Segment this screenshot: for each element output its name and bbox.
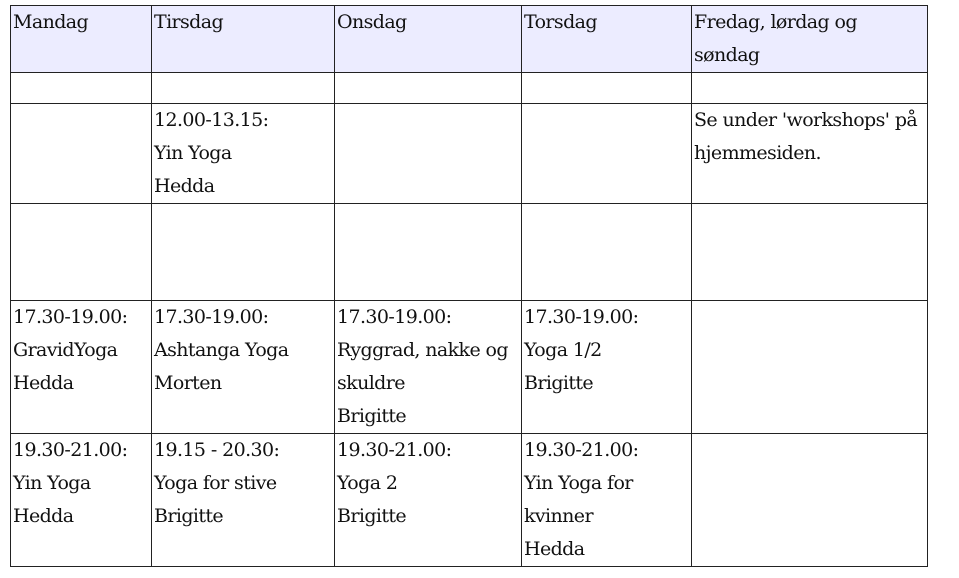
empty-cell <box>522 73 692 104</box>
class-name: Yoga 2 <box>337 472 398 494</box>
empty-cell <box>335 104 522 204</box>
empty-cell <box>692 204 928 301</box>
class-cell-torsdag-evening2 <box>522 434 692 567</box>
empty-cell <box>11 73 152 104</box>
empty-cell <box>335 73 522 104</box>
header-fredag-lordag-sondag: Fredag, lørdag og søndag <box>692 6 928 73</box>
class-time: 19.30-21.00: <box>524 439 639 461</box>
header-torsdag: Torsdag <box>522 6 692 73</box>
class-teacher: Hedda <box>13 505 74 527</box>
class-cell-tirsdag-evening1 <box>152 301 335 434</box>
class-time: 17.30-19.00: <box>154 306 269 328</box>
schedule-table <box>10 5 928 567</box>
class-time: 12.00-13.15: <box>154 109 269 131</box>
table-row <box>11 104 928 204</box>
header-row <box>11 6 928 73</box>
class-name: Yin Yoga <box>13 472 91 494</box>
weekend-note-cell <box>692 104 928 204</box>
class-cell-onsdag-evening2 <box>335 434 522 567</box>
empty-cell <box>152 73 335 104</box>
class-name: Yoga 1/2 <box>524 339 602 361</box>
class-time: 19.30-21.00: <box>337 439 452 461</box>
class-cell-tirsdag-midday <box>152 104 335 204</box>
class-time: 19.30-21.00: <box>13 439 128 461</box>
class-name: GravidYoga <box>13 339 118 361</box>
empty-cell <box>692 73 928 104</box>
class-cell-onsdag-evening1 <box>335 301 522 434</box>
class-teacher: Hedda <box>154 175 215 197</box>
table-row <box>11 301 928 434</box>
header-onsdag: Onsdag <box>335 6 522 73</box>
class-teacher: Hedda <box>13 372 74 394</box>
class-name: Yin Yoga for <box>524 472 633 494</box>
empty-cell <box>11 204 152 301</box>
class-cell-mandag-evening2 <box>11 434 152 567</box>
class-name: Ashtanga Yoga <box>154 339 289 361</box>
class-cell-torsdag-evening1 <box>522 301 692 434</box>
table-row <box>11 204 928 301</box>
weekend-note: Se under 'workshops' på hjemmesiden. <box>694 109 918 164</box>
class-teacher: Brigitte <box>154 505 224 527</box>
class-cell-tirsdag-evening2 <box>152 434 335 567</box>
class-name: Yoga for stive <box>154 472 277 494</box>
class-time: 17.30-19.00: <box>524 306 639 328</box>
empty-cell <box>335 204 522 301</box>
class-teacher: Brigitte <box>337 405 407 427</box>
table-row <box>11 73 928 104</box>
class-teacher: Hedda <box>524 538 585 560</box>
empty-cell <box>152 204 335 301</box>
class-teacher: Brigitte <box>337 505 407 527</box>
class-time: 17.30-19.00: <box>13 306 128 328</box>
class-teacher: Morten <box>154 372 222 394</box>
class-name: Ryggrad, nakke og skuldre <box>337 339 508 394</box>
class-time: 17.30-19.00: <box>337 306 452 328</box>
class-name-cont: kvinner <box>524 505 593 527</box>
empty-cell <box>692 434 928 567</box>
empty-cell <box>11 104 152 204</box>
class-teacher: Brigitte <box>524 372 594 394</box>
table-row <box>11 434 928 567</box>
empty-cell <box>522 204 692 301</box>
header-mandag: Mandag <box>11 6 152 73</box>
header-tirsdag: Tirsdag <box>152 6 335 73</box>
class-name: Yin Yoga <box>154 142 232 164</box>
empty-cell <box>692 301 928 434</box>
class-cell-mandag-evening1 <box>11 301 152 434</box>
empty-cell <box>522 104 692 204</box>
class-time: 19.15 - 20.30: <box>154 439 280 461</box>
